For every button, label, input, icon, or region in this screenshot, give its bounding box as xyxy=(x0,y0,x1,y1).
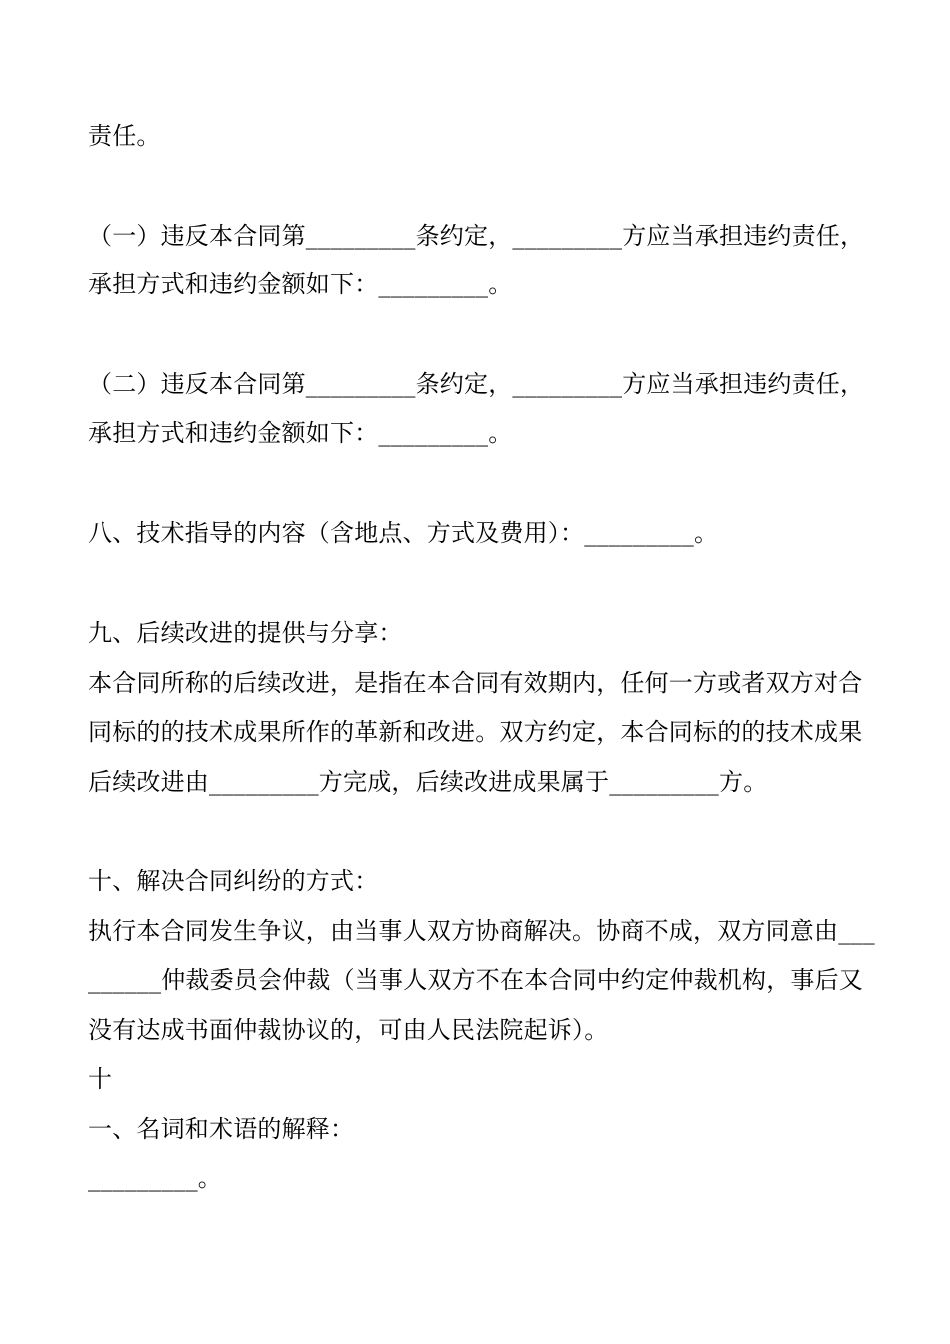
section-heading-11-part1: 十 xyxy=(88,1065,113,1093)
section-heading-8: 八、技术指导的内容（含地点、方式及费用）：_________。 xyxy=(88,519,719,547)
text-line-dispute-2: ______仲裁委员会仲裁（当事人双方不在本合同中约定仲裁机构，事后又 xyxy=(88,966,863,994)
section-heading-9: 九、后续改进的提供与分享： xyxy=(88,619,403,647)
text-line-breach-1a: （一）违反本合同第_________条约定，_________方应当承担违约责任， xyxy=(88,222,865,250)
text-line-improvement-3: 后续改进由_________方完成，后续改进成果属于_________方。 xyxy=(88,768,768,796)
text-line-breach-1b: 承担方式和违约金额如下：_________。 xyxy=(88,270,513,298)
text-line-liability-end: 责任。 xyxy=(88,122,161,150)
section-heading-10: 十、解决合同纠纷的方式： xyxy=(88,867,379,895)
section-heading-11-part2: 一、名词和术语的解释： xyxy=(88,1115,355,1143)
text-line-terms-blank: _________。 xyxy=(88,1164,222,1192)
text-line-dispute-1: 执行本合同发生争议，由当事人双方协商解决。协商不成，双方同意由___ xyxy=(88,917,875,945)
text-line-improvement-1: 本合同所称的后续改进，是指在本合同有效期内，任何一方或者双方对合 xyxy=(88,669,863,697)
text-line-breach-2a: （二）违反本合同第_________条约定，_________方应当承担违约责任， xyxy=(88,370,865,398)
text-line-dispute-3: 没有达成书面仲裁协议的，可由人民法院起诉）。 xyxy=(88,1016,609,1044)
text-line-breach-2b: 承担方式和违约金额如下：_________。 xyxy=(88,419,513,447)
text-line-improvement-2: 同标的的技术成果所作的革新和改进。双方约定，本合同标的的技术成果 xyxy=(88,718,863,746)
